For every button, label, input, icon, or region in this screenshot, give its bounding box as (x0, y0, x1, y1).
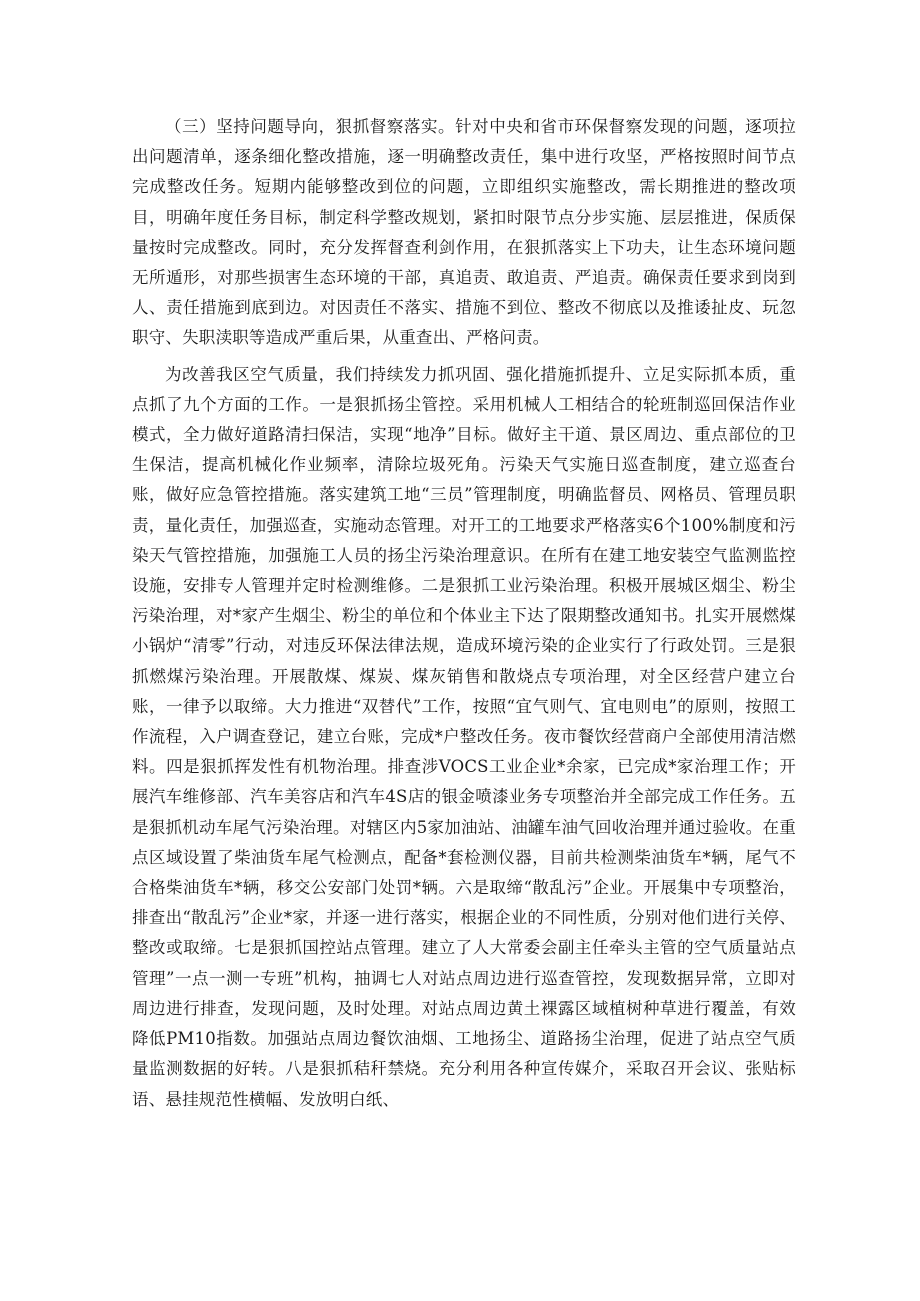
paragraph-air-quality-work: 为改善我区空气质量，我们持续发力抓巩固、强化措施抓提升、立足实际抓本质，重点抓了九个方面的工作。一是狠抓扬尘管控。采用机械人工相结合的轮班制巡回保洁作业模式，全力做好道路清扫保洁，实现“地净”目标。做好主干道、景区周边、重点部位的卫生保洁，提高机械化作业频率，清除垃圾死角。污染天气实施日巡查制度，建立巡查台账，做好应急管控措施。落实建筑工地“三员”管理制度，明确监督员、网格员、管理员职责，量化责任，加强巡查，实施动态管理。对开工的工地要求严格落实6个100%制度和污染天气管控措施，加强施工人员的扬尘污染治理意识。在所有在建工地安装空气监测监控设施，安排专人管理并定时检测维修。二是狠抓工业污染治理。积极开展城区烟尘、粉尘污染治理，对*家产生烟尘、粉尘的单位和个体业主下达了限期整改通知书。扎实开展燃煤小锅炉“清零”行动，对违反环保法律法规，造成环境污染的企业实行了行政处罚。三是狠抓燃煤污染治理。开展散煤、煤炭、煤灰销售和散烧点专项治理，对全区经营户建立台账，一律予以取缔。大力推进“双替代”工作，按照“宜气则气、宜电则电”的原则，按照工作流程，入户调查登记，建立台账，完成*户整改任务。夜市餐饮经营商户全部使用清洁燃料。四是狠抓挥发性有机物治理。排查涉VOCS工业企业*余家，已完成*家治理工作；开展汽车维修部、汽车美容店和汽车4S店的银金喷漆业务专项整治并全部完成工作任务。五是狠抓机动车尾气污染治理。对辖区内5家加油站、油罐车油气回收治理并通过验收。在重点区域设置了柴油货车尾气检测点，配备*套检测仪器，目前共检测柴油货车*辆，尾气不合格柴油货车*辆，移交公安部门处罚*辆。六是取缔“散乱污”企业。开展集中专项整治，排查出“散乱污”企业*家，并逐一进行落实，根据企业的不同性质，分别对他们进行关停、整改或取缔。七是狠抓国控站点管理。建立了人大常委会副主任牵头主管的空气质量站点管理”一点一测一专班”机构，抽调七人对站点周边进行巡查管控，发现数据异常，立即对周边进行排查，发现问题，及时处理。对站点周边黄土裸露区域植树种草进行覆盖，有效降低PM10指数。加强站点周边餐饮油烟、工地扬尘、道路扬尘治理，促进了站点空气质量监测数据的好转。八是狠抓秸秆禁烧。充分利用各种宣传媒介，采取召开会议、张贴标语、悬挂规范性横幅、发放明白纸、 (132, 364, 796, 1109)
document-body (132, 112, 796, 1115)
paragraph-supervision-implementation: （三）坚持问题导向，狠抓督察落实。针对中央和省市环保督察发现的问题，逐项拉出问题清单，逐条细化整改措施，逐一明确整改责任，集中进行攻坚，严格按照时间节点完成整改任务。短期内能够整改到位的问题，立即组织实施整改，需长期推进的整改项目，明确年度任务目标，制定科学整改规划，紧扣时限节点分步实施、层层推进，保质保量按时完成整改。同时，充分发挥督查利剑作用，在狠抓落实上下功夫，让生态环境问题无所遁形，对那些损害生态环境的干部，真追责、敢追责、严追责。确保责任要求到岗到人、责任措施到底到边。对因责任不落实、措施不到位、整改不彻底以及推诿扯皮、玩忽职守、失职渎职等造成严重后果，从重查出、严格问责。 (132, 117, 796, 348)
